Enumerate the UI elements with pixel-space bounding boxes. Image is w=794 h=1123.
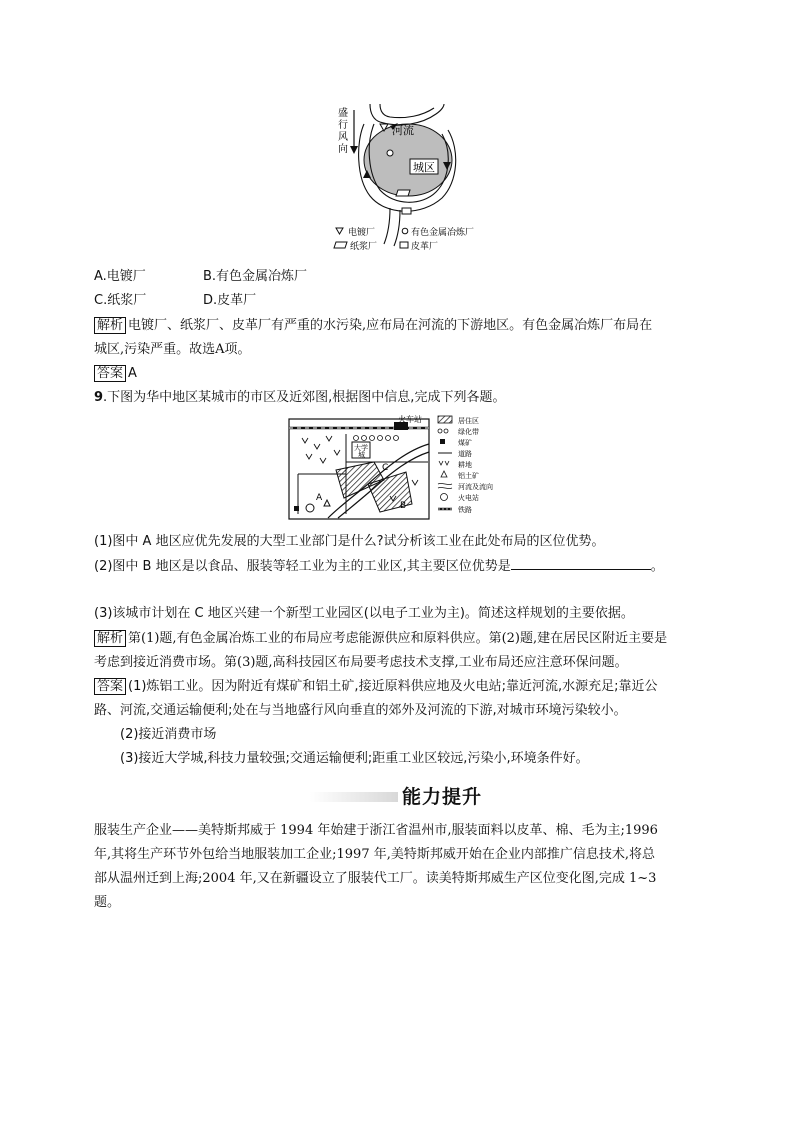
legend-electroplating-icon bbox=[336, 228, 343, 234]
q8-analysis bbox=[94, 317, 652, 335]
answer-tag: 答案 bbox=[94, 678, 126, 695]
q8-answer bbox=[94, 365, 137, 383]
q9-sub1: (1)图中 A 地区应优先发展的大型工业部门是什么?试分析该工业在此处布局的区位优势。 bbox=[94, 534, 605, 549]
legend-label: 铁路 bbox=[458, 506, 472, 514]
univ-label: 城 bbox=[358, 451, 365, 459]
river-label: 河流 bbox=[392, 124, 414, 137]
q9-number: 9 bbox=[94, 390, 104, 405]
passage-line: 部从温州迁到上海;2004 年,又在新疆设立了服装代工厂。读美特斯邦威生产区位变化图,完成 1~3 bbox=[94, 871, 657, 886]
wind-direction-arrow-icon bbox=[350, 110, 358, 154]
q9-analysis-cont: 考虑到接近消费市场。第(3)题,高科技园区布局要考虑技术支撑,工业布局还应注意环保问题。 bbox=[94, 655, 628, 670]
figure-city-map bbox=[288, 414, 508, 526]
legend-label: 铝土矿 bbox=[458, 472, 479, 480]
q9-analysis bbox=[94, 630, 667, 648]
q8-analysis-text: 电镀厂、纸浆厂、皮革厂有严重的水污染,应布局在河流的下游地区。有色金属冶炼厂布局在 bbox=[128, 318, 653, 333]
station-label: 火车站 bbox=[398, 415, 422, 424]
univ-label: 大学 bbox=[354, 444, 368, 452]
legend-label: 火电站 bbox=[458, 494, 479, 502]
legend-label: 电镀厂 bbox=[348, 228, 376, 238]
legend-label: 道路 bbox=[458, 450, 472, 458]
legend-label: 居住区 bbox=[458, 417, 479, 425]
option-a: A.电镀厂 bbox=[94, 269, 146, 284]
legend-label: 煤矿 bbox=[458, 439, 472, 447]
passage-line: 题。 bbox=[94, 895, 121, 910]
q9-sub2-end: 。 bbox=[650, 559, 664, 574]
section-decor-bar bbox=[310, 792, 398, 802]
option-c: C.纸浆厂 bbox=[94, 293, 147, 308]
option-b: B.有色金属冶炼厂 bbox=[203, 269, 308, 284]
q9-sub2 bbox=[94, 557, 664, 576]
section-title: 能力提升 bbox=[402, 786, 483, 808]
city-label: 城区 bbox=[413, 161, 435, 174]
tannery-icon bbox=[402, 208, 411, 214]
wind-label-char: 盛 bbox=[338, 108, 348, 119]
q9-answer-cont: 路、河流,交通运输便利;处在与当地盛行风向垂直的郊外及河流的下游,对城市环境污染较小。 bbox=[94, 703, 627, 718]
power-station-icon bbox=[306, 504, 314, 512]
analysis-tag: 解析 bbox=[94, 630, 126, 647]
paper-mill-icon bbox=[396, 190, 410, 196]
q9-answer bbox=[94, 678, 657, 696]
option-d: D.皮革厂 bbox=[203, 293, 257, 308]
q9-sub3: (3)该城市计划在 C 地区兴建一个新型工业园区(以电子工业为主)。简述这样规划的主要依据。 bbox=[94, 606, 634, 621]
legend-label: 耕地 bbox=[458, 461, 472, 469]
nonferrous-smelter-icon bbox=[387, 150, 393, 156]
legend-paper-mill-icon bbox=[334, 242, 347, 248]
wind-label-char: 风 bbox=[338, 132, 348, 143]
legend-label: 皮革厂 bbox=[411, 242, 439, 252]
q9-stem bbox=[94, 389, 505, 407]
legend-label: 绿化带 bbox=[458, 428, 479, 436]
wind-label-char: 行 bbox=[338, 120, 348, 131]
area-a-label: A bbox=[316, 493, 323, 503]
legend-tannery-icon bbox=[400, 242, 408, 248]
answer-blank bbox=[511, 557, 651, 570]
area-b-label: B bbox=[400, 501, 407, 511]
q9-analysis-text: 第(1)题,有色金属冶炼工业的布局应考虑能源供应和原料供应。第(2)题,建在居民区附近主要是 bbox=[128, 631, 668, 646]
area-c-label: C bbox=[382, 463, 389, 473]
figure-river-city-diagram bbox=[330, 104, 490, 254]
legend-label: 河流及流向 bbox=[458, 483, 493, 491]
coal-mine-icon bbox=[294, 506, 299, 511]
q8-answer-value: A bbox=[128, 366, 137, 381]
wind-label-char: 向 bbox=[338, 144, 348, 155]
q9-answer-text: (1)炼铝工业。因为附近有煤矿和铝土矿,接近原料供应地及火电站;靠近河流,水源充足;靠近公 bbox=[128, 679, 658, 694]
q9-sub2-text: (2)图中 B 地区是以食品、服装等轻工业为主的工业区,其主要区位优势是 bbox=[94, 559, 511, 574]
map-legend bbox=[438, 416, 493, 514]
legend-smelter-icon bbox=[402, 228, 408, 234]
q8-analysis-cont: 城区,污染严重。故选A项。 bbox=[94, 342, 251, 357]
legend-label: 纸浆厂 bbox=[350, 242, 378, 252]
q9-stem-text: .下图为华中地区某城市的市区及近郊图,根据图中信息,完成下列各题。 bbox=[103, 390, 506, 405]
passage-line: 服装生产企业——美特斯邦威于 1994 年始建于浙江省温州市,服装面料以皮革、棉、毛为主;1996 bbox=[94, 823, 658, 838]
passage-line: 年,其将生产环节外包给当地服装加工企业;1997 年,美特斯邦威开始在企业内部推广信息技术,将总 bbox=[94, 847, 655, 862]
q9-answer-3: (3)接近大学城,科技力量较强;交通运输便利;距重工业区较远,污染小,环境条件好。 bbox=[120, 751, 589, 766]
q9-answer-2: (2)接近消费市场 bbox=[120, 727, 217, 742]
legend-label: 有色金属冶炼厂 bbox=[411, 228, 475, 238]
analysis-tag: 解析 bbox=[94, 317, 126, 334]
answer-tag: 答案 bbox=[94, 365, 126, 382]
